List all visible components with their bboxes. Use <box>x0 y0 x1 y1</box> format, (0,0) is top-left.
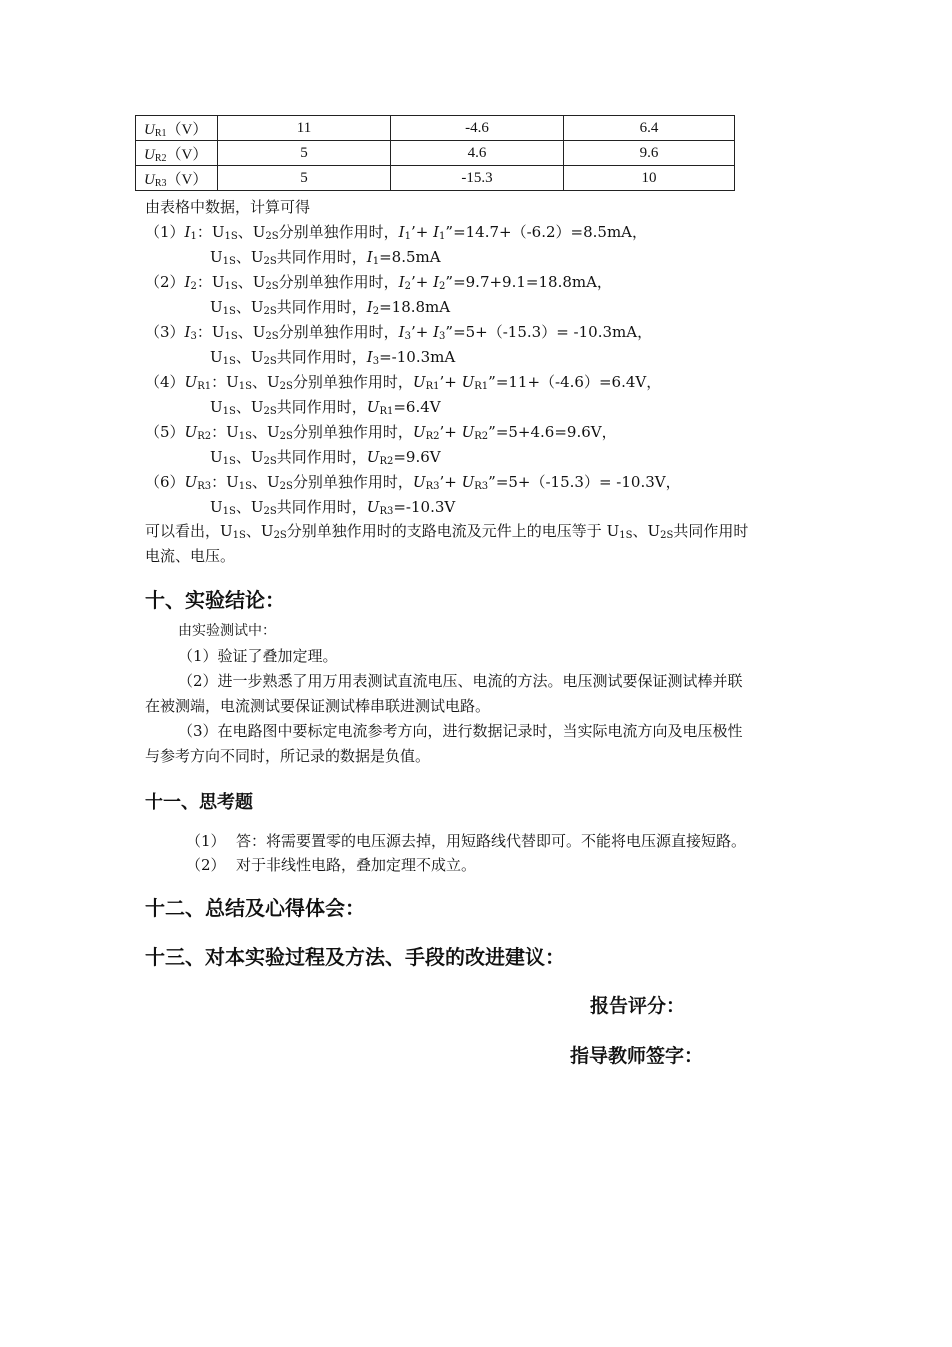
source-u1s-symbol: U <box>226 373 239 391</box>
source-u2s-symbol: U <box>267 423 280 441</box>
joint-text: 共同作用时， <box>276 348 367 366</box>
source-u2s-symbol: U <box>267 373 280 391</box>
source-u2s-symbol: U <box>252 323 266 341</box>
quantity-symbol: I <box>184 223 191 241</box>
conclusion-1: （1）验证了叠加定理。 <box>178 647 338 665</box>
source-u1s-symbol: U <box>211 223 225 241</box>
source-u2s-subscript: 2S <box>265 281 279 292</box>
source-u2s-subscript: 2S <box>265 331 279 342</box>
question-2-answer: 对于非线性电路，叠加定理不成立。 <box>236 856 477 874</box>
section10-intro: 由实验测试中： <box>178 623 276 639</box>
prime-plus: ’+ <box>439 423 462 441</box>
source-u1s-subscript: 1S <box>222 456 236 467</box>
row-label-unit: （V） <box>166 146 208 163</box>
quantity-symbol: I <box>398 323 405 341</box>
quantity-symbol: U <box>184 423 198 441</box>
source-u2s-subscript: 2S <box>279 431 293 442</box>
quantity-subscript: 1 <box>190 231 197 242</box>
row-label <box>136 166 218 191</box>
calc-line-joint <box>210 447 441 472</box>
calc-line-separate <box>145 322 652 347</box>
source-u2s-symbol: U <box>647 522 661 540</box>
row-label-subscript: R3 <box>154 177 167 189</box>
calc-line-separate <box>145 422 617 447</box>
section11-title: 十一、思考题 <box>145 792 253 813</box>
quantity-symbol: I <box>433 223 440 241</box>
source-u2s-subscript: 2S <box>263 356 277 367</box>
conclusion-2-line2: 在被测端，电流测试要保证测试棒串联进测试电路。 <box>145 697 491 715</box>
voltage-table <box>135 115 735 191</box>
quantity-symbol: U <box>412 473 426 491</box>
quantity-subscript: 3 <box>190 331 197 342</box>
row-label-symbol: U <box>144 146 155 163</box>
source-u1s-symbol: U <box>226 423 239 441</box>
quantity-subscript: R1 <box>425 381 440 392</box>
source-u1s-subscript: 1S <box>238 381 252 392</box>
table-row <box>136 141 735 166</box>
summary-b: 分别单独作用时的支路电流及元件上的电压等于 <box>286 522 607 540</box>
source-u1s-symbol: U <box>210 348 223 366</box>
row-label-subscript: R1 <box>154 127 167 139</box>
source-u2s-subscript: 2S <box>263 406 277 417</box>
item-number: （2） <box>145 273 185 291</box>
separate-text: 分别单独作用时， <box>292 473 413 491</box>
separator: 、 <box>235 248 251 266</box>
quantity-symbol: U <box>366 448 380 466</box>
separator: 、 <box>252 423 268 441</box>
double-prime: ” <box>445 323 454 341</box>
quantity-subscript: 3 <box>439 331 446 342</box>
source-u2s-symbol: U <box>250 448 264 466</box>
double-prime: ” <box>445 223 454 241</box>
source-u2s-subscript: 2S <box>273 530 287 541</box>
conclusion-3-line1: （3）在电路图中要标定电流参考方向，进行数据记录时，当实际电流方向及电压极性 <box>178 722 743 740</box>
separator: 、 <box>235 348 251 366</box>
item-number: （4） <box>145 373 185 391</box>
source-u2s-symbol: U <box>260 522 274 540</box>
separator: 、 <box>252 373 268 391</box>
quantity-subscript: 2 <box>404 281 411 292</box>
report-score-label: 报告评分： <box>590 995 686 1017</box>
summary-a: 可以看出， <box>145 522 221 540</box>
quantity-subscript: R3 <box>379 506 394 517</box>
row-label <box>136 141 218 166</box>
source-u1s-symbol: U <box>606 522 620 540</box>
separator: 、 <box>632 522 648 540</box>
joint-value: =18.8mA <box>379 298 451 316</box>
joint-text: 共同作用时， <box>276 248 367 266</box>
separate-text: 分别单独作用时， <box>292 373 413 391</box>
calc-summary-line1 <box>145 521 748 546</box>
teacher-signature-label: 指导教师签字： <box>570 1045 704 1067</box>
table-row <box>136 166 735 191</box>
quantity-symbol: I <box>366 248 373 266</box>
source-u2s-subscript: 2S <box>263 256 277 267</box>
joint-text: 共同作用时， <box>276 448 367 466</box>
table-cell: 10 <box>564 166 735 191</box>
summary-c: 共同作用时 <box>673 522 749 540</box>
quantity-symbol: U <box>184 373 198 391</box>
source-u1s-subscript: 1S <box>222 306 236 317</box>
separator: 、 <box>235 398 251 416</box>
separate-text: 分别单独作用时， <box>278 223 399 241</box>
source-u1s-symbol: U <box>211 273 225 291</box>
section12-title: 十二、总结及心得体会： <box>145 896 365 920</box>
source-u2s-symbol: U <box>250 298 264 316</box>
source-u2s-symbol: U <box>250 498 264 516</box>
source-u1s-subscript: 1S <box>222 406 236 417</box>
row-label-subscript: R2 <box>154 152 167 164</box>
separator: 、 <box>237 223 253 241</box>
quantity-symbol: I <box>398 223 405 241</box>
colon: ： <box>211 473 227 491</box>
quantity-subscript: R1 <box>474 381 489 392</box>
separator: 、 <box>237 273 253 291</box>
quantity-subscript: 3 <box>372 356 380 367</box>
calc-line-separate <box>145 472 681 497</box>
table-cell: 5 <box>218 141 391 166</box>
item-number: （1） <box>145 223 185 241</box>
quantity-symbol: U <box>461 473 475 491</box>
separator: 、 <box>235 498 251 516</box>
calc-intro: 由表格中数据，计算可得 <box>145 198 311 216</box>
joint-text: 共同作用时， <box>276 498 367 516</box>
section13-title: 十三、对本实验过程及方法、手段的改进建议： <box>145 945 565 969</box>
conclusion-3-line2: 与参考方向不同时，所记录的数据是负值。 <box>145 747 431 765</box>
calc-result: =5+（-15.3）= -10.3V， <box>495 473 681 491</box>
joint-text: 共同作用时， <box>276 298 367 316</box>
quantity-symbol: U <box>412 373 426 391</box>
separate-text: 分别单独作用时， <box>278 273 399 291</box>
separator: 、 <box>237 323 253 341</box>
quantity-symbol: U <box>184 473 198 491</box>
prime-plus: ’+ <box>410 273 434 291</box>
joint-text: 共同作用时， <box>276 398 367 416</box>
question-2-number: （2） <box>186 856 226 874</box>
table-cell: 5 <box>218 166 391 191</box>
source-u2s-symbol: U <box>252 223 266 241</box>
source-u2s-symbol: U <box>250 248 264 266</box>
source-u2s-symbol: U <box>250 398 264 416</box>
conclusion-2-line1: （2）进一步熟悉了用万用表测试直流电压、电流的方法。电压测试要保证测试棒并联 <box>178 672 743 690</box>
prime-plus: ’+ <box>410 223 434 241</box>
quantity-subscript: R2 <box>379 456 394 467</box>
calc-summary-line2: 电流、电压。 <box>145 547 236 565</box>
joint-value: =-10.3V <box>393 498 456 516</box>
source-u1s-symbol: U <box>210 298 223 316</box>
source-u2s-subscript: 2S <box>263 306 277 317</box>
separator: 、 <box>252 473 268 491</box>
double-prime: ” <box>488 423 496 441</box>
colon: ： <box>211 423 227 441</box>
quantity-subscript: 1 <box>372 256 380 267</box>
source-u2s-symbol: U <box>250 348 264 366</box>
calc-line-joint <box>210 497 455 522</box>
table-cell: 11 <box>218 116 391 141</box>
item-number: （3） <box>145 323 185 341</box>
quantity-symbol: U <box>412 423 426 441</box>
item-number: （6） <box>145 473 185 491</box>
calc-line-joint <box>210 247 441 272</box>
source-u1s-symbol: U <box>226 473 239 491</box>
calc-result: =14.7+（-6.2）=8.5mA， <box>453 223 648 241</box>
source-u2s-subscript: 2S <box>660 530 674 541</box>
quantity-subscript: R2 <box>474 431 489 442</box>
table-row <box>136 116 735 141</box>
calc-line-joint <box>210 397 441 422</box>
source-u2s-subscript: 2S <box>279 481 293 492</box>
double-prime: ” <box>488 473 496 491</box>
quantity-subscript: 1 <box>404 231 411 242</box>
source-u1s-symbol: U <box>211 323 225 341</box>
row-label-symbol: U <box>144 121 155 138</box>
quantity-symbol: I <box>184 273 191 291</box>
quantity-subscript: 2 <box>190 281 197 292</box>
source-u1s-symbol: U <box>210 448 223 466</box>
quantity-symbol: I <box>433 323 440 341</box>
joint-value: =9.6V <box>393 448 441 466</box>
quantity-symbol: I <box>366 298 373 316</box>
quantity-subscript: R3 <box>425 481 440 492</box>
calc-line-separate <box>145 372 661 397</box>
calc-line-joint <box>210 297 450 322</box>
quantity-symbol: I <box>398 273 405 291</box>
calc-line-separate <box>145 222 647 247</box>
source-u2s-subscript: 2S <box>279 381 293 392</box>
row-label <box>136 116 218 141</box>
source-u1s-subscript: 1S <box>222 356 236 367</box>
quantity-subscript: R2 <box>197 431 212 442</box>
colon: ： <box>211 373 227 391</box>
table-cell: -15.3 <box>391 166 564 191</box>
quantity-symbol: U <box>366 398 380 416</box>
table-cell: 9.6 <box>564 141 735 166</box>
calc-result: =5+（-15.3）= -10.3mA， <box>453 323 653 341</box>
row-label-unit: （V） <box>166 171 208 188</box>
quantity-subscript: 2 <box>439 281 446 292</box>
table-cell: 4.6 <box>391 141 564 166</box>
source-u1s-subscript: 1S <box>224 281 238 292</box>
quantity-symbol: U <box>461 423 475 441</box>
row-label-symbol: U <box>144 171 155 188</box>
calc-result: =9.7+9.1=18.8mA， <box>453 273 612 291</box>
quantity-symbol: I <box>433 273 440 291</box>
source-u1s-symbol: U <box>220 522 233 540</box>
quantity-subscript: R3 <box>197 481 212 492</box>
source-u2s-symbol: U <box>267 473 280 491</box>
source-u1s-subscript: 1S <box>222 256 236 267</box>
quantity-symbol: I <box>366 348 373 366</box>
quantity-subscript: R1 <box>197 381 212 392</box>
section10-title: 十、实验结论： <box>145 588 285 612</box>
row-label-unit: （V） <box>166 121 208 138</box>
source-u2s-subscript: 2S <box>263 456 277 467</box>
quantity-subscript: R3 <box>474 481 489 492</box>
prime-plus: ’+ <box>439 373 462 391</box>
source-u2s-subscript: 2S <box>263 506 277 517</box>
source-u1s-subscript: 1S <box>238 431 252 442</box>
quantity-symbol: U <box>366 498 380 516</box>
separator: 、 <box>245 522 261 540</box>
prime-plus: ’+ <box>410 323 434 341</box>
calc-result: =5+4.6=9.6V， <box>495 423 617 441</box>
source-u2s-subscript: 2S <box>265 231 279 242</box>
source-u1s-subscript: 1S <box>224 331 238 342</box>
item-number: （5） <box>145 423 185 441</box>
quantity-subscript: 3 <box>404 331 411 342</box>
calc-result: =11+（-4.6）=6.4V， <box>495 373 662 391</box>
separate-text: 分别单独作用时， <box>292 423 413 441</box>
question-1-number: （1） <box>186 832 226 850</box>
prime-plus: ’+ <box>439 473 462 491</box>
source-u1s-subscript: 1S <box>619 530 633 541</box>
source-u1s-subscript: 1S <box>224 231 238 242</box>
colon: ： <box>196 273 212 291</box>
colon: ： <box>196 323 212 341</box>
colon: ： <box>196 223 212 241</box>
quantity-subscript: R2 <box>425 431 440 442</box>
calc-line-joint <box>210 347 455 372</box>
joint-value: =-10.3mA <box>379 348 456 366</box>
quantity-subscript: 2 <box>372 306 380 317</box>
quantity-subscript: 1 <box>439 231 446 242</box>
source-u2s-symbol: U <box>252 273 266 291</box>
quantity-symbol: I <box>184 323 191 341</box>
double-prime: ” <box>488 373 496 391</box>
source-u1s-subscript: 1S <box>222 506 236 517</box>
source-u1s-symbol: U <box>210 398 223 416</box>
calc-line-separate <box>145 272 612 297</box>
question-1-answer: 答：将需要置零的电压源去掉，用短路线代替即可。不能将电压源直接短路。 <box>236 832 747 850</box>
source-u1s-symbol: U <box>210 248 223 266</box>
table-cell: 6.4 <box>564 116 735 141</box>
double-prime: ” <box>445 273 454 291</box>
table-cell: -4.6 <box>391 116 564 141</box>
joint-value: =6.4V <box>393 398 441 416</box>
quantity-symbol: U <box>461 373 475 391</box>
source-u1s-subscript: 1S <box>232 530 246 541</box>
source-u1s-subscript: 1S <box>238 481 252 492</box>
separate-text: 分别单独作用时， <box>278 323 399 341</box>
quantity-subscript: R1 <box>379 406 394 417</box>
separator: 、 <box>235 448 251 466</box>
joint-value: =8.5mA <box>379 248 441 266</box>
separator: 、 <box>235 298 251 316</box>
source-u1s-symbol: U <box>210 498 223 516</box>
